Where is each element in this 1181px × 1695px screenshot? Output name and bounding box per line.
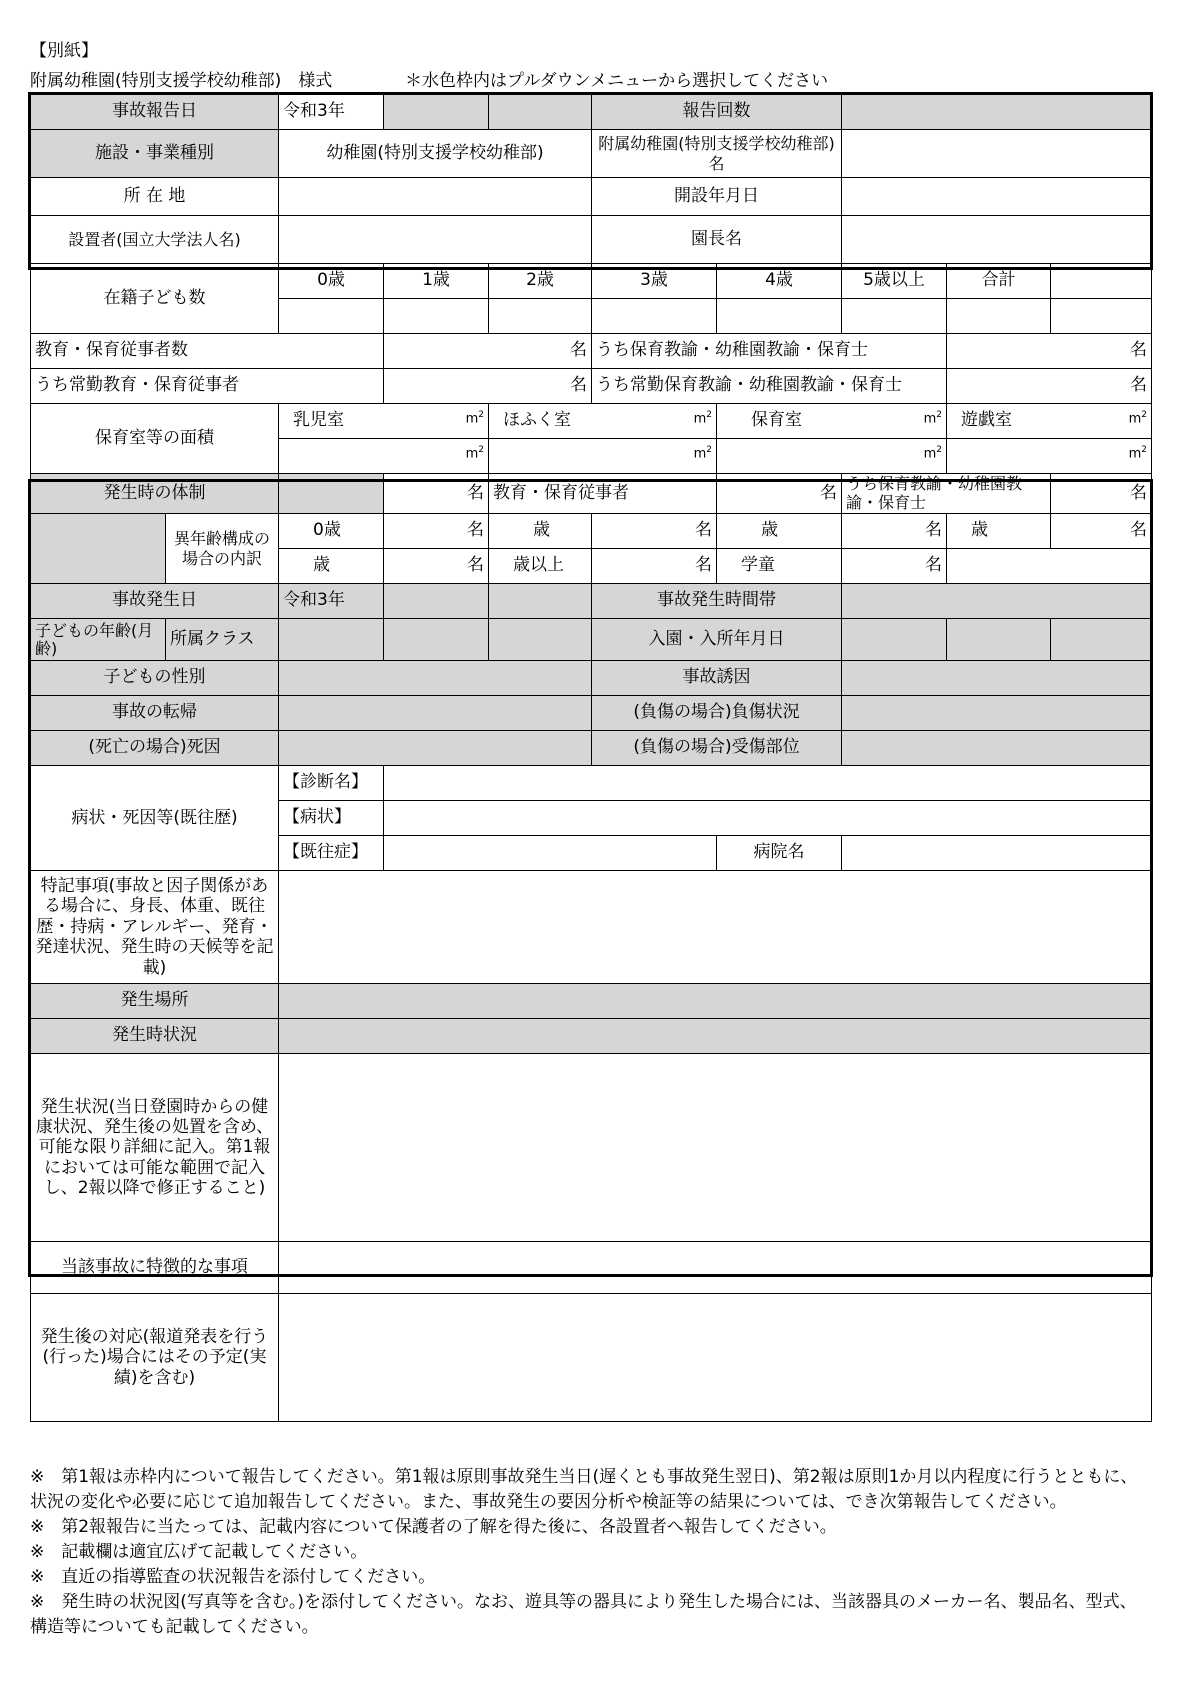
injury-status-input[interactable] xyxy=(842,696,1152,731)
system-total[interactable] xyxy=(279,474,384,514)
child-age-months[interactable] xyxy=(384,619,489,661)
room-name: 遊戯室 xyxy=(961,410,1012,431)
accident-date-label: 事故発生日 xyxy=(31,584,279,619)
death-cause-label: (死亡の場合)死因 xyxy=(31,731,279,766)
mixed-count[interactable]: 名 xyxy=(592,549,717,584)
age-header-blank xyxy=(1051,264,1152,299)
enrolled-count[interactable] xyxy=(842,299,947,334)
note-item: ※ 第1報は赤枠内について報告してください。第1報は原則事故発生当日(遅くとも事故発生翌日)、第2報は原則1か月以内程度に行うとともに、状況の変化や必要に応じて追加報告してください。また、事故発生の要因分析や検証等の結果については、でき次第報告してください。 xyxy=(30,1467,1138,1512)
mixed-age-over[interactable]: 歳以上 xyxy=(489,549,592,584)
class-label: 所属クラス xyxy=(166,619,279,661)
admission-year[interactable] xyxy=(842,619,947,661)
hospital-input[interactable] xyxy=(842,836,1152,871)
outcome-label: 事故の転帰 xyxy=(31,696,279,731)
system-teachers-label: うち保育教諭・幼稚園教諭・保育士 xyxy=(842,474,1051,514)
sqm-unit: $m^2$ xyxy=(1128,445,1147,462)
note-item: ※ 直近の指導監査の状況報告を添付してください。 xyxy=(30,1567,436,1587)
age-header: 3歳 xyxy=(592,264,717,299)
staff-count[interactable]: 名 xyxy=(384,334,592,369)
occurrence-label: 発生状況(当日登園時からの健康状況、発生後の処置を含め、可能な限り詳細に記入。第1報においては可能な範囲で記入し、2報以降で修正すること) xyxy=(31,1054,279,1242)
mixed-age[interactable]: 歳 xyxy=(717,514,842,549)
special-notes-input[interactable] xyxy=(279,871,1152,984)
founder-input[interactable] xyxy=(279,216,592,264)
mixed-age: 0歳 xyxy=(279,514,384,549)
enrolled-count[interactable] xyxy=(384,299,489,334)
enrolled-label: 在籍子ども数 xyxy=(31,264,279,334)
response-input[interactable] xyxy=(279,1294,1152,1422)
place-label: 発生場所 xyxy=(31,984,279,1019)
mixed-count[interactable]: 名 xyxy=(1051,514,1152,549)
principal-input[interactable] xyxy=(842,216,1152,264)
sqm-unit: $m^2$ xyxy=(1128,410,1147,427)
facility-name-label: 附属幼稚園(特別支援学校幼稚部)名 xyxy=(592,130,842,178)
accident-report-form xyxy=(30,94,1152,1422)
child-sex-label: 子どもの性別 xyxy=(31,661,279,696)
mixed-age[interactable]: 歳 xyxy=(489,514,592,549)
injury-status-label: (負傷の場合)負傷状況 xyxy=(592,696,842,731)
accident-time-label: 事故発生時間帯 xyxy=(592,584,842,619)
class-input[interactable] xyxy=(489,619,592,661)
child-age-label: 子どもの年齢(月齢) xyxy=(31,619,166,661)
note-item: ※ 第2報報告に当たっては、記載内容について保護者の了解を得た後に、各設置者へ報告してください。 xyxy=(30,1517,837,1537)
age-header: 合計 xyxy=(947,264,1051,299)
history-label: 【既往症】 xyxy=(279,836,384,871)
room-area[interactable] xyxy=(489,439,717,474)
situation-label: 発生時状況 xyxy=(31,1019,279,1054)
facility-type-label: 施設・事業種別 xyxy=(31,130,279,178)
admission-month[interactable] xyxy=(947,619,1051,661)
condition-input[interactable] xyxy=(384,801,1152,836)
report-date-day[interactable] xyxy=(489,95,592,130)
enrolled-count[interactable] xyxy=(489,299,592,334)
injury-part-label: (負傷の場合)受傷部位 xyxy=(592,731,842,766)
room-area[interactable] xyxy=(947,404,1152,439)
feature-input[interactable] xyxy=(279,1242,1152,1294)
system-staff-count[interactable]: 名 xyxy=(717,474,842,514)
enrolled-count[interactable] xyxy=(279,299,384,334)
mixed-count[interactable]: 名 xyxy=(384,549,489,584)
occurrence-input[interactable] xyxy=(279,1054,1152,1242)
system-teachers-count[interactable]: 名 xyxy=(1051,474,1152,514)
founded-input[interactable] xyxy=(842,178,1152,216)
accident-date-month[interactable] xyxy=(384,584,489,619)
admission-day[interactable] xyxy=(1051,619,1152,661)
room-name: 乳児室 xyxy=(293,410,344,431)
room-name: ほふく室 xyxy=(503,410,571,431)
room-area[interactable] xyxy=(279,439,489,474)
accident-date-era[interactable]: 令和3年 xyxy=(279,584,384,619)
sqm-unit: $m^2$ xyxy=(693,445,712,462)
fulltime-teachers-count[interactable]: 名 xyxy=(947,369,1152,404)
diagnosis-input[interactable] xyxy=(384,766,1152,801)
cause-input[interactable] xyxy=(842,661,1152,696)
cause-label: 事故誘因 xyxy=(592,661,842,696)
report-date-month[interactable] xyxy=(384,95,489,130)
mixed-count[interactable]: 名 xyxy=(592,514,717,549)
death-cause-input[interactable] xyxy=(279,731,592,766)
note-item: ※ 記載欄は適宜広げて記載してください。 xyxy=(30,1542,368,1562)
accident-time-input[interactable] xyxy=(842,584,1152,619)
mixed-blank xyxy=(947,549,1152,584)
room-area[interactable] xyxy=(947,439,1152,474)
sqm-unit: $m^2$ xyxy=(693,410,712,427)
response-label: 発生後の対応(報道発表を行う(行った)場合にはその予定(実績)を含む) xyxy=(31,1294,279,1422)
situation-input[interactable] xyxy=(279,1019,1152,1054)
age-header: 0歳 xyxy=(279,264,384,299)
condition-label: 【病状】 xyxy=(279,801,384,836)
symptoms-label: 病状・死因等(既往歴) xyxy=(31,766,279,871)
sqm-unit: $m^2$ xyxy=(465,410,484,427)
report-count-input[interactable] xyxy=(842,95,1152,130)
system-blank xyxy=(31,514,166,584)
mixed-count[interactable]: 名 xyxy=(384,514,489,549)
notes xyxy=(30,1465,1151,1640)
location-label: 所 在 地 xyxy=(31,178,279,216)
founder-label: 設置者(国立大学法人名) xyxy=(31,216,279,264)
gakudo-label: 学童 xyxy=(717,549,842,584)
facility-type-value: 幼稚園(特別支援学校幼稚部) xyxy=(279,130,592,178)
system-total-unit: 名 xyxy=(384,474,489,514)
staff-teachers-count[interactable]: 名 xyxy=(947,334,1152,369)
age-header: 1歳 xyxy=(384,264,489,299)
special-notes-label: 特記事項(事故と因子関係がある場合に、身長、体重、既往歴・持病・アレルギー、発育・発達状況、発生時の天候等を記載) xyxy=(31,871,279,984)
child-age-years[interactable] xyxy=(279,619,384,661)
age-header: 4歳 xyxy=(717,264,842,299)
staff-label: 教育・保育従事者数 xyxy=(31,334,384,369)
mixed-age[interactable]: 歳 xyxy=(947,514,1051,549)
report-date-label: 事故報告日 xyxy=(31,95,279,130)
enrolled-count[interactable] xyxy=(947,299,1051,334)
sqm-unit: $m^2$ xyxy=(923,445,942,462)
accident-date-day[interactable] xyxy=(489,584,592,619)
room-area[interactable] xyxy=(489,404,717,439)
enrolled-count[interactable] xyxy=(717,299,842,334)
hospital-label: 病院名 xyxy=(717,836,842,871)
injury-part-input[interactable] xyxy=(842,731,1152,766)
header-bracket: 【別紙】 xyxy=(30,41,98,61)
founded-label: 開設年月日 xyxy=(592,178,842,216)
enrolled-count[interactable] xyxy=(592,299,717,334)
room-area[interactable] xyxy=(717,439,947,474)
form-title: 附属幼稚園(特別支援学校幼稚部) 様式 xyxy=(30,71,333,91)
location-input[interactable] xyxy=(279,178,592,216)
system-label: 発生時の体制 xyxy=(31,474,279,514)
area-label: 保育室等の面積 xyxy=(31,404,279,474)
report-count-label: 報告回数 xyxy=(592,95,842,130)
mixed-age[interactable]: 歳 xyxy=(279,549,384,584)
system-staff-label: 教育・保育従事者 xyxy=(489,474,717,514)
staff-teachers-label: うち保育教諭・幼稚園教諭・保育士 xyxy=(592,334,947,369)
history-input[interactable] xyxy=(384,836,717,871)
sqm-unit: $m^2$ xyxy=(923,410,942,427)
header-note: ＊水色枠内はプルダウンメニューから選択してください xyxy=(405,71,829,91)
room-area[interactable] xyxy=(717,404,947,439)
age-header: 5歳以上 xyxy=(842,264,947,299)
note-item: ※ 発生時の状況図(写真等を含む。)を添付してください。なお、遊具等の器具により発生した場合には、当該器具のメーカー名、製品名、型式、構造等についても記載してください。 xyxy=(30,1592,1137,1637)
child-sex-input[interactable] xyxy=(279,661,592,696)
feature-label: 当該事故に特徴的な事項 xyxy=(31,1242,279,1294)
facility-name-input[interactable] xyxy=(842,130,1152,178)
room-area[interactable] xyxy=(279,404,489,439)
mixed-age-label: 異年齢構成の場合の内訳 xyxy=(166,514,279,584)
fulltime-count[interactable]: 名 xyxy=(384,369,592,404)
principal-label: 園長名 xyxy=(592,216,842,264)
fulltime-teachers-label: うち常勤保育教諭・幼稚園教諭・保育士 xyxy=(592,369,947,404)
gakudo-count[interactable]: 名 xyxy=(842,549,947,584)
fulltime-label: うち常勤教育・保育従事者 xyxy=(31,369,384,404)
mixed-count[interactable]: 名 xyxy=(842,514,947,549)
age-header: 2歳 xyxy=(489,264,592,299)
report-date-era[interactable]: 令和3年 xyxy=(279,95,384,130)
place-input[interactable] xyxy=(279,984,1152,1019)
enrolled-count[interactable] xyxy=(1051,299,1152,334)
room-name: 保育室 xyxy=(751,410,802,431)
diagnosis-label: 【診断名】 xyxy=(279,766,384,801)
outcome-input[interactable] xyxy=(279,696,592,731)
admission-label: 入園・入所年月日 xyxy=(592,619,842,661)
sqm-unit: $m^2$ xyxy=(465,445,484,462)
